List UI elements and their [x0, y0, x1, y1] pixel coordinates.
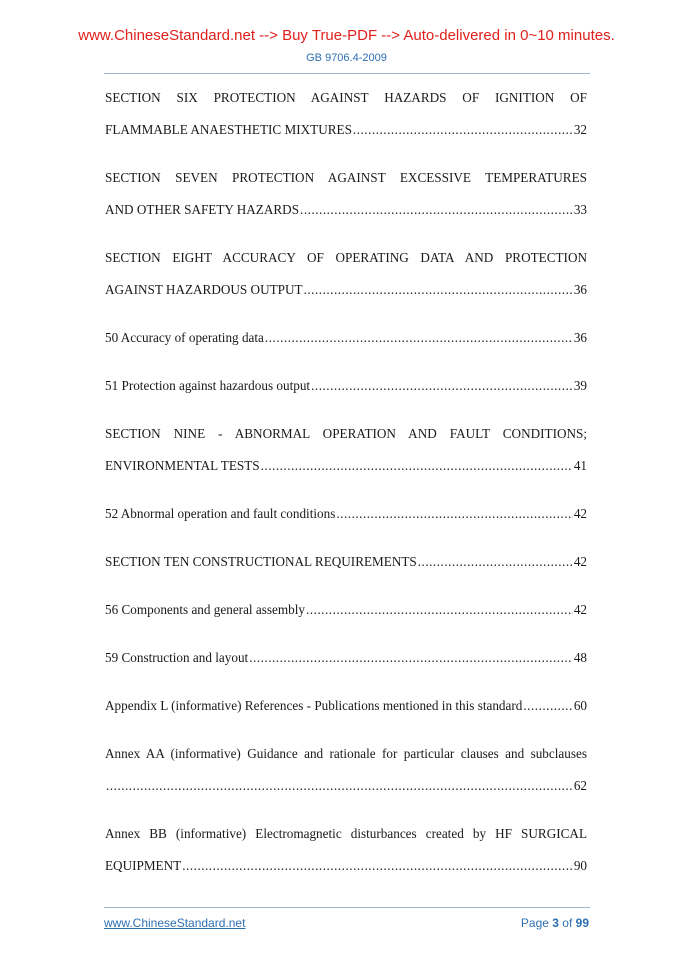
toc-entry-heading: Annex AA (informative) Guidance and rationale for particular clauses and subclauses [105, 746, 587, 761]
page-of: of [558, 916, 576, 930]
dot-leader [306, 594, 573, 626]
toc-page-number: 36 [573, 282, 587, 297]
toc-entry-title: ENVIRONMENTAL TESTS [105, 458, 260, 473]
toc-entry-heading: SECTION NINE - ABNORMAL OPERATION AND FAULT CONDITIONS; [105, 426, 587, 441]
toc-entry-title: 56 Components and general assembly [105, 602, 305, 617]
toc-entry-clause-59[interactable] [105, 642, 587, 674]
toc-entry-appendix-l[interactable] [105, 690, 587, 722]
toc-page-number: 90 [573, 858, 587, 873]
toc-entry-section-six[interactable] [105, 82, 587, 146]
toc-entry-annex-bb[interactable] [105, 818, 587, 882]
toc-page-number: 62 [573, 778, 587, 793]
footer-divider [104, 907, 590, 908]
table-of-contents [105, 82, 587, 898]
toc-entry-title: 52 Abnormal operation and fault conditions [105, 506, 336, 521]
toc-entry-clause-56[interactable] [105, 594, 587, 626]
toc-entry-title: EQUIPMENT [105, 858, 182, 873]
banner-text[interactable]: www.ChineseStandard.net --> Buy True-PDF --> Auto-delivered in 0~10 minutes. [78, 27, 615, 44]
toc-page-number: 36 [573, 330, 587, 345]
page-total: 99 [575, 916, 589, 930]
toc-entry-title: 59 Construction and layout [105, 650, 249, 665]
dot-leader [523, 690, 572, 722]
page-current: 3 [552, 916, 559, 930]
dot-leader [182, 850, 573, 882]
toc-entry-title: Appendix L (informative) References - Publications mentioned in this standard [105, 698, 523, 713]
footer-site-link[interactable]: www.ChineseStandard.net [104, 916, 246, 930]
toc-entry-title: AND OTHER SAFETY HAZARDS [105, 202, 300, 217]
toc-entry-title: AGAINST HAZARDOUS OUTPUT [105, 282, 303, 297]
dot-leader [304, 274, 573, 306]
toc-page-number: 42 [573, 554, 587, 569]
toc-entry-section-eight[interactable] [105, 242, 587, 306]
toc-entry-heading: SECTION SIX PROTECTION AGAINST HAZARDS OF IGNITION OF [105, 90, 587, 105]
toc-entry-title: FLAMMABLE ANAESTHETIC MIXTURES [105, 122, 352, 137]
toc-page-number: 32 [573, 122, 587, 137]
toc-page-number: 33 [573, 202, 587, 217]
dot-leader [353, 114, 573, 146]
toc-page-number: 60 [573, 698, 587, 713]
dot-leader [311, 370, 573, 402]
document-code: GB 9706.4-2009 [306, 52, 387, 64]
dot-leader [265, 322, 573, 354]
dot-leader [261, 450, 573, 482]
toc-entry-clause-51[interactable] [105, 370, 587, 402]
toc-entry-title: 51 Protection against hazardous output [105, 378, 311, 393]
toc-entry-section-ten[interactable] [105, 546, 587, 578]
toc-entry-heading: SECTION SEVEN PROTECTION AGAINST EXCESSIVE TEMPERATURES [105, 170, 587, 185]
dot-leader [106, 770, 573, 802]
dot-leader [300, 194, 573, 226]
page-prefix: Page [520, 916, 553, 930]
toc-entry-section-seven[interactable] [105, 162, 587, 226]
toc-entry-title: 50 Accuracy of operating data [105, 330, 264, 345]
dot-leader [249, 642, 573, 674]
toc-entry-heading: Annex BB (informative) Electromagnetic disturbances created by HF SURGICAL [105, 826, 587, 841]
dot-leader [418, 546, 573, 578]
toc-entry-clause-50[interactable] [105, 322, 587, 354]
toc-page-number: 42 [573, 506, 587, 521]
toc-page-number: 39 [573, 378, 587, 393]
toc-entry-annex-aa[interactable] [105, 738, 587, 802]
page-indicator [521, 916, 589, 930]
toc-page-number: 48 [573, 650, 587, 665]
toc-entry-heading: SECTION EIGHT ACCURACY OF OPERATING DATA AND PROTECTION [105, 250, 587, 265]
toc-entry-clause-52[interactable] [105, 498, 587, 530]
toc-entry-title: SECTION TEN CONSTRUCTIONAL REQUIREMENTS [105, 554, 417, 569]
toc-page-number: 41 [573, 458, 587, 473]
toc-page-number: 42 [573, 602, 587, 617]
header-divider [104, 73, 590, 74]
toc-entry-section-nine[interactable] [105, 418, 587, 482]
dot-leader [336, 498, 572, 530]
